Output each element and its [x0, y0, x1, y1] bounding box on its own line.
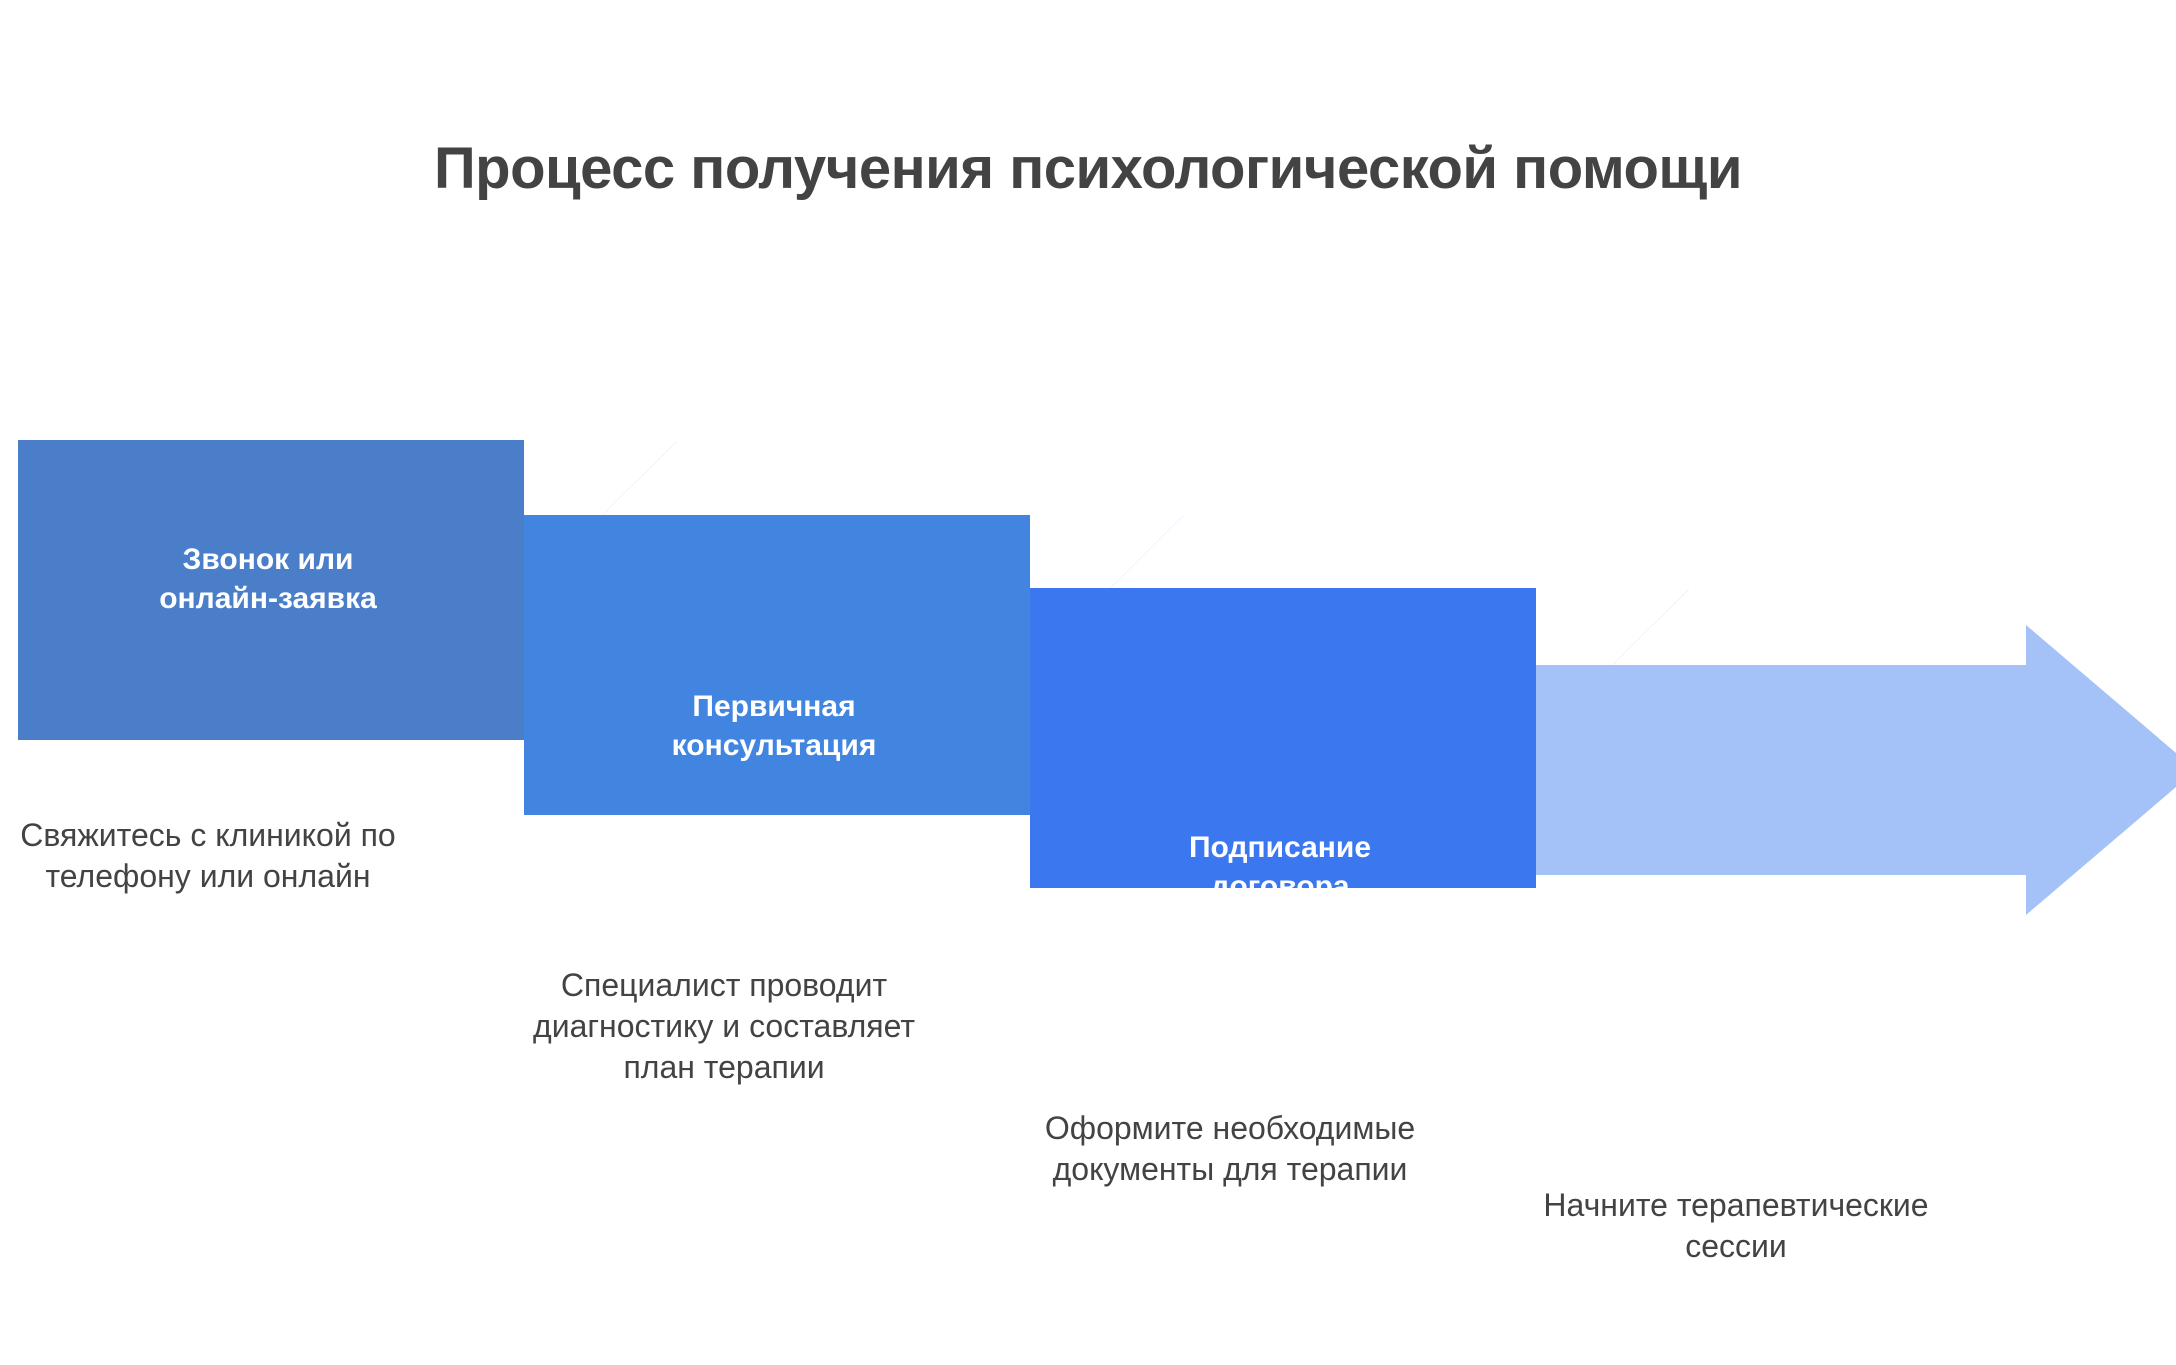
- process-step-1-label-line1: Звонок или: [182, 543, 354, 576]
- process-step-2-description: Специалист проводит диагностику и составляет план терапии: [533, 967, 915, 1085]
- process-step-1-label-line2: онлайн-заявка: [159, 582, 377, 615]
- process-step-3-label-line2: договора: [1210, 870, 1350, 903]
- process-step-3-description: Оформите необходимые документы для терапии: [1044, 1110, 1416, 1187]
- arrow-shape-4: [1536, 625, 2176, 955]
- process-step-4-label-line1: Начало терапии: [1666, 908, 1906, 941]
- process-step-4[interactable]: [1536, 625, 2176, 1365]
- process-step-3-label-line1: Подписание: [1188, 831, 1372, 864]
- process-step-2-label-line2: консультация: [671, 729, 877, 762]
- page-title: Процесс получения психологической помощи: [433, 136, 1743, 201]
- process-step-1-description: Свяжитесь с клиникой по телефону или онлайн: [20, 817, 396, 894]
- process-step-4-description: Начните терапевтические сессии: [1543, 1187, 1929, 1264]
- process-step-2-label-line1: Первичная: [692, 690, 856, 723]
